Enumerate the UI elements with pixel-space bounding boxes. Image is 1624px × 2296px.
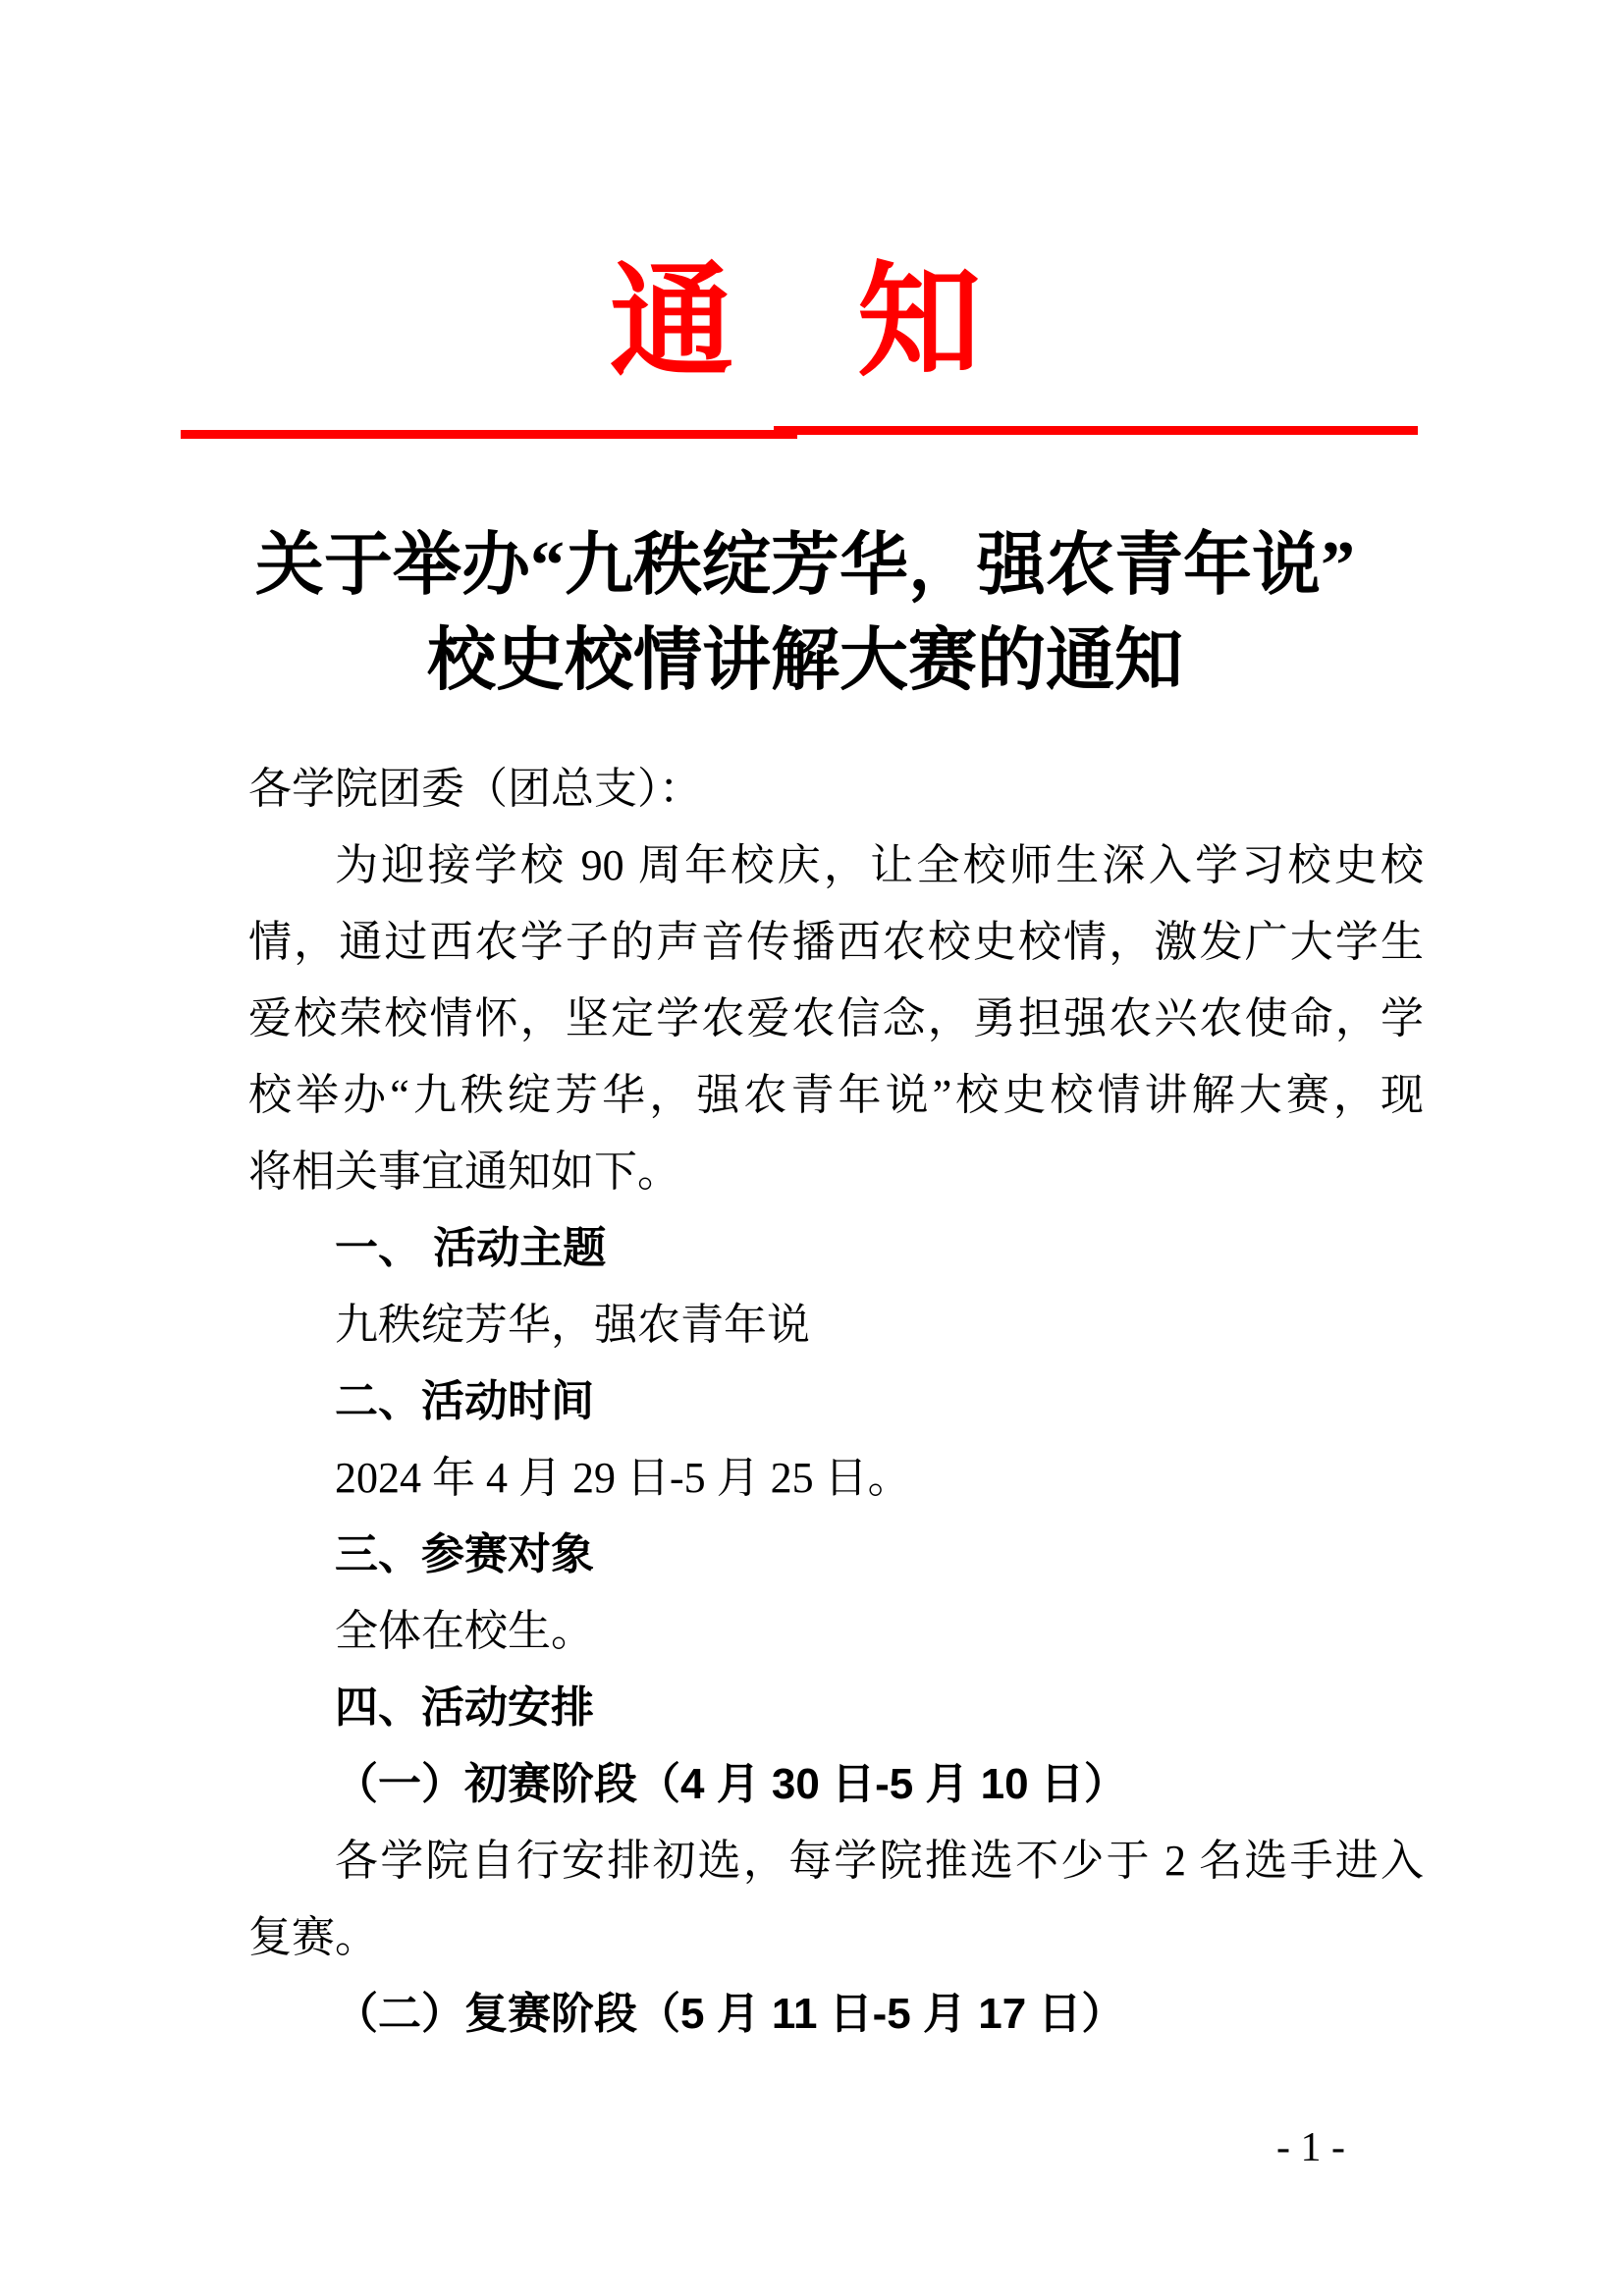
section-heading-3: 三、参赛对象 <box>335 1530 594 1578</box>
body-line: 情，通过西农学子的声音传播西农校史校情，激发广大学生 <box>248 918 1424 966</box>
document-body <box>248 751 1424 2053</box>
red-divider-line-right <box>774 426 1418 435</box>
body-line: 为迎接学校 90 周年校庆，让全校师生深入学习校史校 <box>335 841 1424 889</box>
section-heading-4: 四、活动安排 <box>335 1683 594 1732</box>
notice-banner-title: 通 知 <box>610 255 981 392</box>
body-line-participants: 全体在校生。 <box>335 1607 594 1655</box>
body-line: 各学院自行安排初选，每学院推选不少于 2 名选手进入 <box>335 1837 1424 1885</box>
body-line: 复赛。 <box>248 1913 378 1961</box>
document-title <box>0 518 1610 709</box>
subsection-heading-2: （二）复赛阶段（5 月 11 日-5 月 17 日） <box>335 1990 1125 2038</box>
page-number: - 1 - <box>1276 2125 1345 2170</box>
body-line: 将相关事宜通知如下。 <box>248 1148 680 1196</box>
document-title-line-1: 关于举办“九秩绽芳华，强农青年说” <box>255 528 1355 604</box>
body-line: 爱校荣校情怀，坚定学农爱农信念，勇担强农兴农使命，学 <box>248 994 1424 1042</box>
body-line-salutation: 各学院团委（团总支）： <box>248 765 702 813</box>
red-divider-line-left <box>181 430 797 439</box>
body-line-dates: 2024 年 4 月 29 日-5 月 25 日。 <box>335 1454 911 1502</box>
section-heading-2: 二、活动时间 <box>335 1377 594 1425</box>
body-line-theme: 九秩绽芳华，强农青年说 <box>335 1301 810 1349</box>
document-title-line-2: 校史校情讲解大赛的通知 <box>427 623 1183 699</box>
body-line: 校举办“九秩绽芳华，强农青年说”校史校情讲解大赛，现 <box>248 1071 1424 1119</box>
subsection-heading-1: （一）初赛阶段（4 月 30 日-5 月 10 日） <box>335 1760 1127 1808</box>
section-heading-1: 一、 活动主题 <box>335 1224 607 1272</box>
